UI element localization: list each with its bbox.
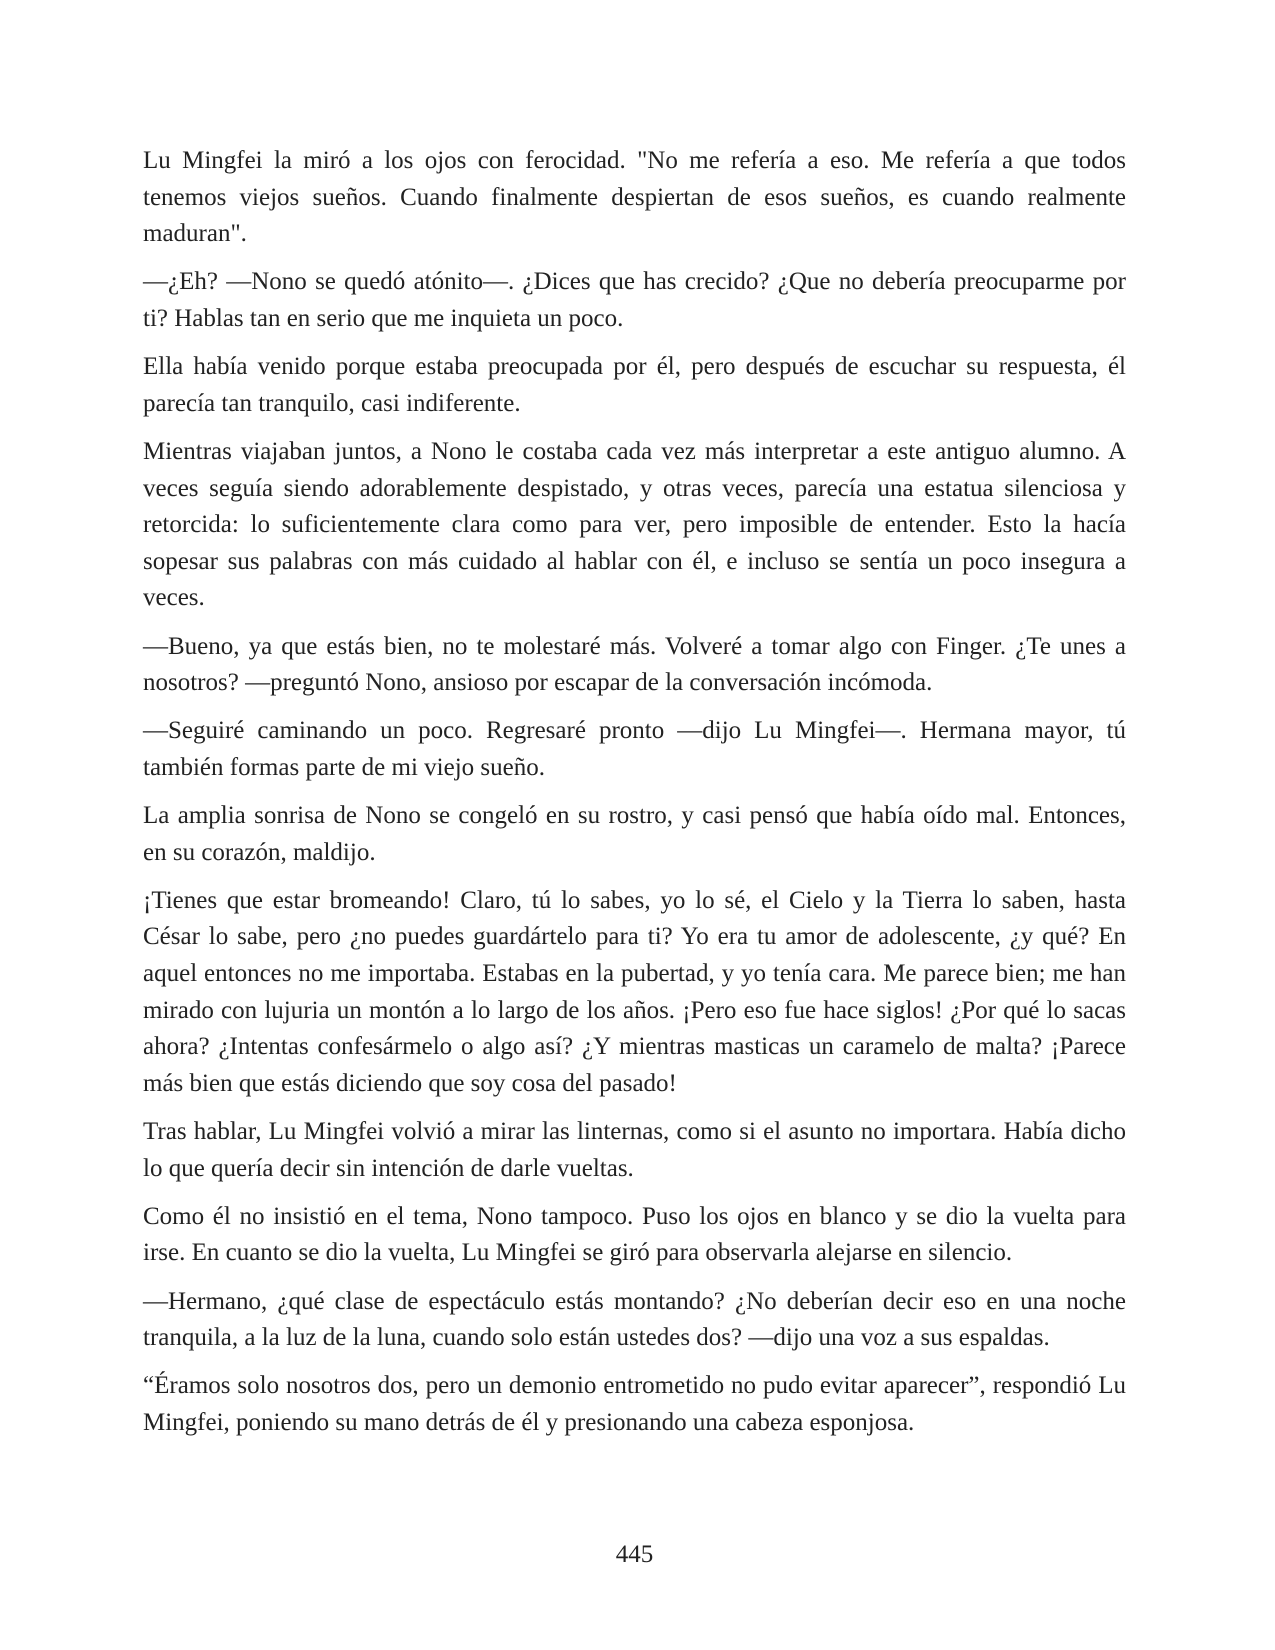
text-line: en su corazón, maldijo. — [143, 838, 376, 866]
paragraph — [143, 1284, 1126, 1357]
text-line: aquel entonces no me importaba. Estabas en la pubertad, y yo tenía cara. Me parece bien; me han — [143, 960, 1126, 988]
text-line: lo que quería decir sin intención de darle vueltas. — [143, 1154, 634, 1182]
text-line: nosotros? —preguntó Nono, ansioso por escapar de la conversación incómoda. — [143, 669, 933, 697]
text-line: más bien que estás diciendo que soy cosa del pasado! — [143, 1069, 677, 1097]
text-line: ti? Hablas tan en serio que me inquieta un poco. — [143, 304, 624, 332]
text-block — [143, 143, 1126, 1442]
text-line: tranquila, a la luz de la luna, cuando solo están ustedes dos? —dijo una voz a sus espaldas. — [143, 1324, 1050, 1352]
paragraph — [143, 629, 1126, 702]
text-line: ¡Tienes que estar bromeando! Claro, tú lo sabes, yo lo sé, el Cielo y la Tierra lo saben, hasta — [143, 886, 1126, 914]
text-line: Como él no insistió en el tema, Nono tampoco. Puso los ojos en blanco y se dio la vuelta para — [143, 1202, 1126, 1230]
text-line: Mingfei, poniendo su mano detrás de él y presionando una cabeza esponjosa. — [143, 1408, 915, 1436]
text-line: irse. En cuanto se dio la vuelta, Lu Mingfei se giró para observarla alejarse en silencio. — [143, 1239, 1013, 1267]
paragraph — [143, 1368, 1126, 1441]
text-line: veces seguía siendo adorablemente despistado, y otras veces, parecía una estatua silenciosa y — [143, 474, 1126, 502]
text-line: parecía tan tranquilo, casi indiferente. — [143, 389, 521, 417]
paragraph — [143, 713, 1126, 786]
paragraph — [143, 883, 1126, 1103]
text-line: ahora? ¿Intentas confesármelo o algo así? ¿Y mientras masticas un caramelo de malta? ¡Parece — [143, 1033, 1126, 1061]
text-line: tenemos viejos sueños. Cuando finalmente despiertan de esos sueños, es cuando realmente — [143, 183, 1126, 211]
paragraph — [143, 1199, 1126, 1272]
text-line: veces. — [143, 584, 205, 612]
paragraph — [143, 434, 1126, 617]
text-line: La amplia sonrisa de Nono se congeló en su rostro, y casi pensó que había oído mal. Entonces, — [143, 802, 1126, 830]
text-line: —Bueno, ya que estás bien, no te molestaré más. Volveré a tomar algo con Finger. ¿Te unes a — [143, 632, 1126, 660]
paragraph — [143, 1114, 1126, 1187]
text-line: maduran". — [143, 220, 247, 248]
page-number: 445 — [615, 1541, 654, 1568]
text-line: César lo sabe, pero ¿no puedes guardártelo para ti? Yo era tu amor de adolescente, ¿y qué? En — [143, 923, 1126, 951]
paragraph — [143, 143, 1126, 253]
text-line: —Seguiré caminando un poco. Regresaré pronto —dijo Lu Mingfei—. Hermana mayor, tú — [143, 717, 1126, 745]
text-line: “Éramos solo nosotros dos, pero un demonio entrometido no pudo evitar aparecer”, respondió Lu — [143, 1372, 1126, 1400]
text-line: —Hermano, ¿qué clase de espectáculo estás montando? ¿No deberían decir eso en una noche — [143, 1287, 1126, 1315]
paragraph — [143, 349, 1126, 422]
paragraph — [143, 264, 1126, 337]
text-line: también formas parte de mi viejo sueño. — [143, 753, 545, 781]
text-line: Lu Mingfei la miró a los ojos con ferocidad. "No me refería a eso. Me refería a que todos — [143, 147, 1126, 174]
text-line: mirado con lujuria un montón a lo largo de los años. ¡Pero eso fue hace siglos! ¿Por qué lo sacas — [143, 996, 1126, 1024]
text-line: —¿Eh? —Nono se quedó atónito—. ¿Dices que has crecido? ¿Que no debería preocuparme por — [143, 268, 1126, 296]
paragraph — [143, 798, 1126, 871]
text-line: Ella había venido porque estaba preocupada por él, pero después de escuchar su respuesta, él — [143, 353, 1126, 381]
text-line: sopesar sus palabras con más cuidado al hablar con él, e incluso se sentía un poco insegura a — [143, 547, 1126, 575]
text-line: Tras hablar, Lu Mingfei volvió a mirar las linternas, como si el asunto no importara. Había dicho — [143, 1118, 1126, 1145]
text-line: retorcida: lo suficientemente clara como para ver, pero imposible de entender. Esto la hacía — [143, 511, 1126, 539]
text-line: Mientras viajaban juntos, a Nono le costaba cada vez más interpretar a este antiguo alumno. A — [143, 437, 1126, 465]
